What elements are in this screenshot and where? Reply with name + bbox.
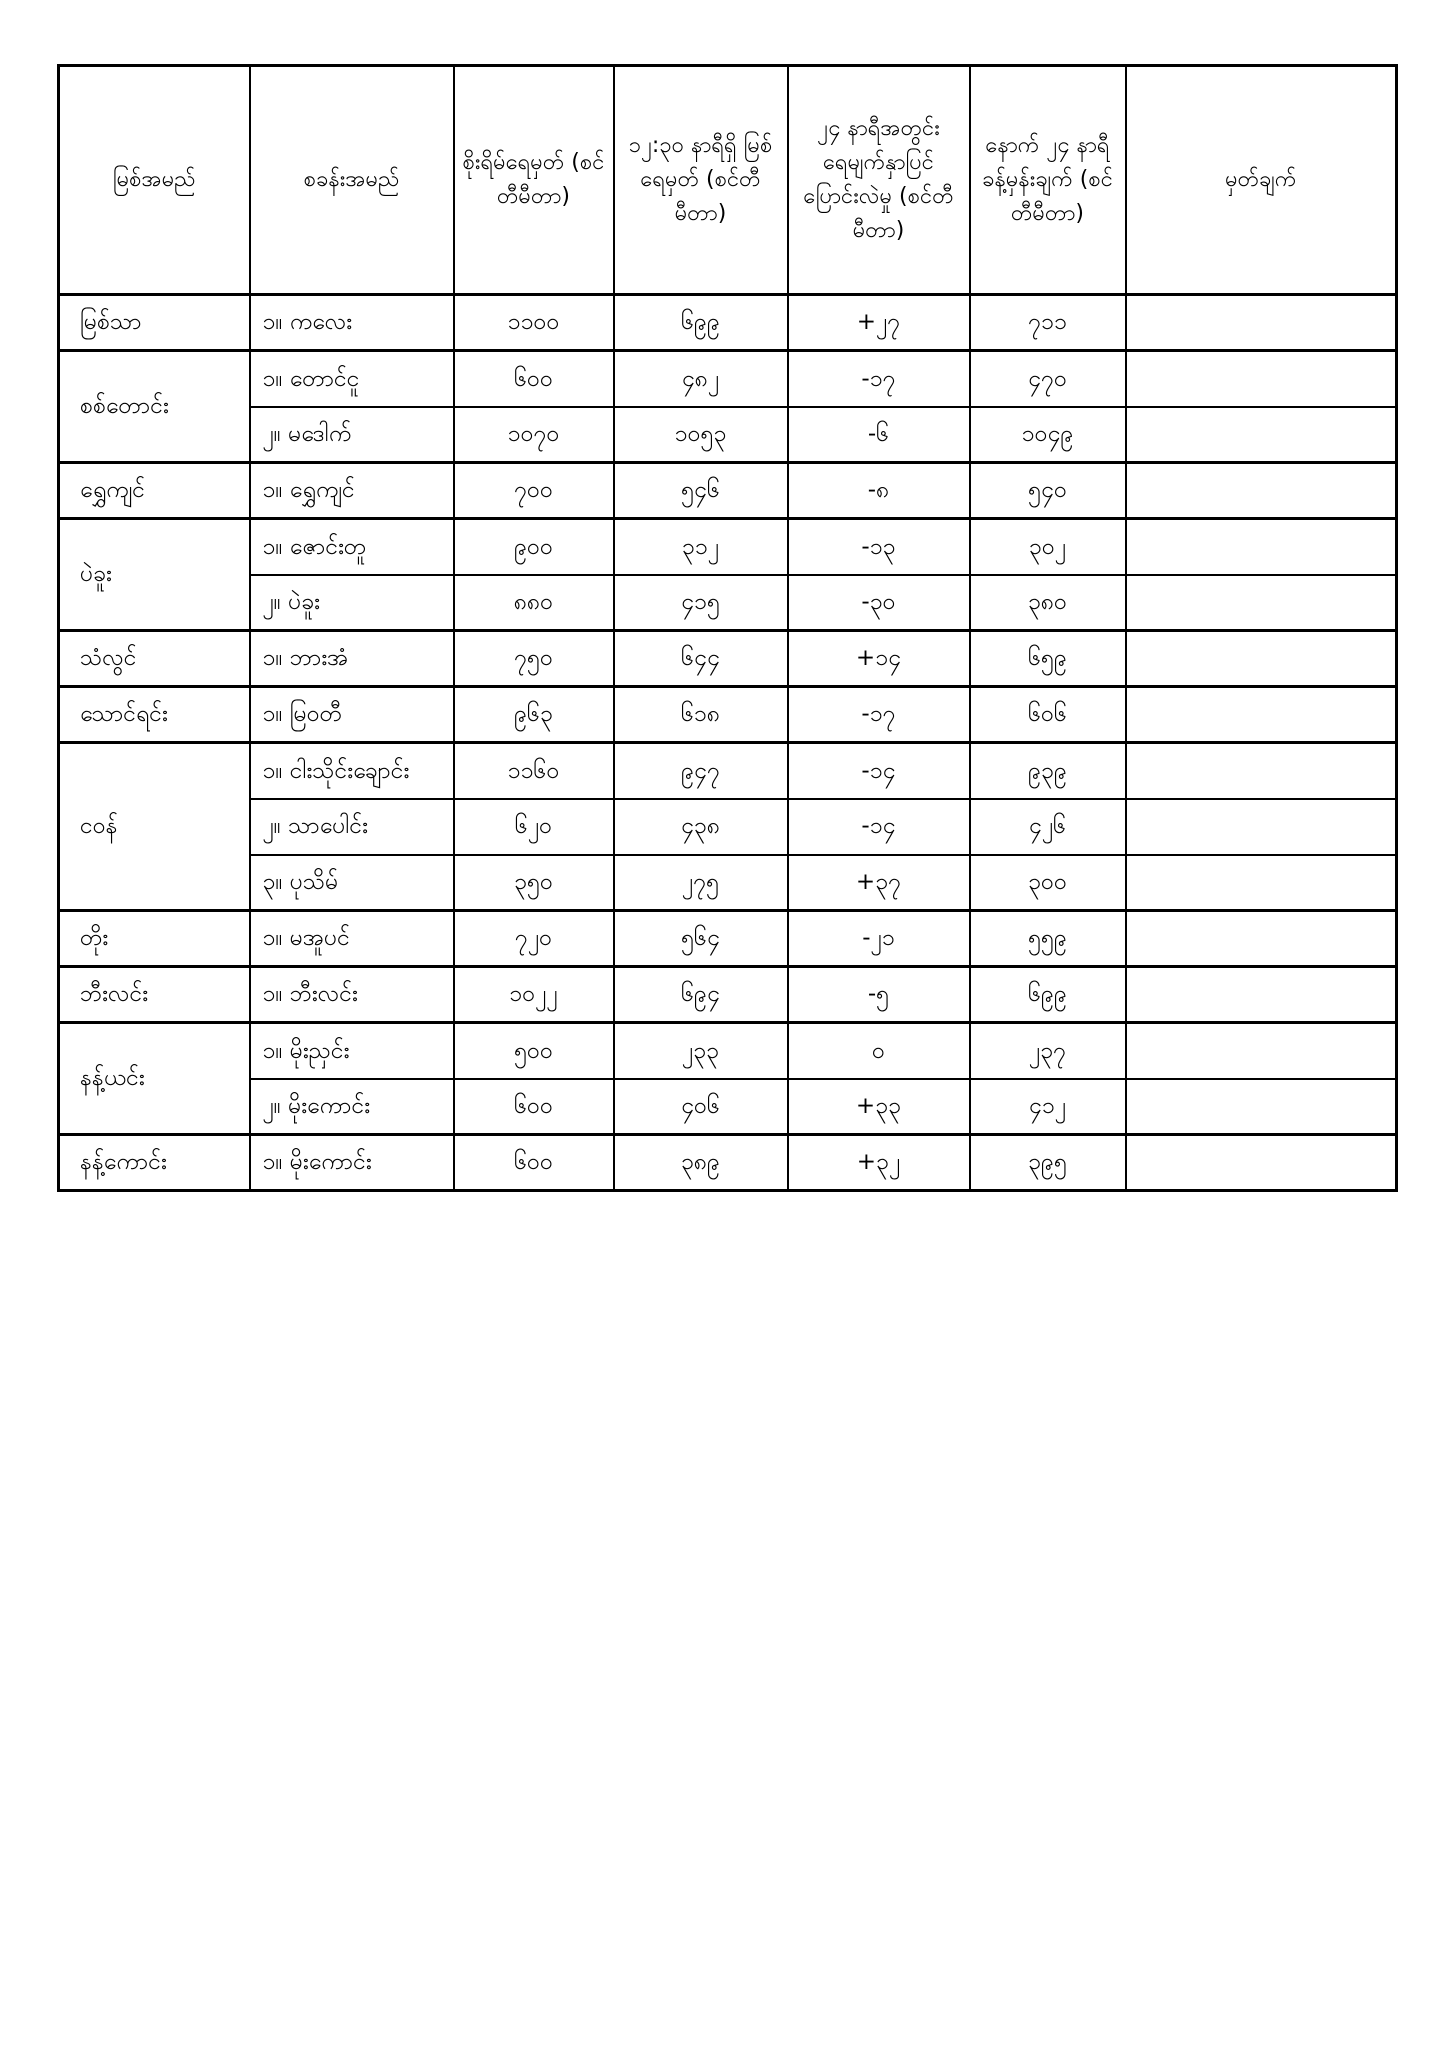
river-name-cell: သောင်ရင်း [59,687,250,743]
danger-level-cell: ၇၅၀ [454,631,614,687]
current-level-cell: ၃၁၂ [614,519,788,575]
river-group [59,351,1397,463]
current-level-cell: ၄၁၅ [614,575,788,631]
river-name-cell: ပဲခူး [59,519,250,631]
table-row [59,911,1397,967]
change-cell: +၃၂ [788,1135,970,1191]
remark-cell [1126,1023,1397,1079]
table-row [59,407,1397,463]
change-cell: ၀ [788,1023,970,1079]
river-group [59,743,1397,911]
station-name-cell: ၁။ မြဝတီ [250,687,454,743]
station-name-cell: ၁။ ဘီးလင်း [250,967,454,1023]
current-level-cell: ၄၈၂ [614,351,788,407]
table-row [59,855,1397,911]
table-row [59,519,1397,575]
change-cell: +၃၇ [788,855,970,911]
change-cell: -၈ [788,463,970,519]
danger-level-cell: ၇၀၀ [454,463,614,519]
river-group [59,911,1397,967]
forecast-cell: ၄၂၆ [970,799,1126,855]
remark-cell [1126,687,1397,743]
table-row [59,351,1397,407]
danger-level-cell: ၁၁၆၀ [454,743,614,799]
danger-level-cell: ၁၀၂၂ [454,967,614,1023]
table-row [59,687,1397,743]
river-name-cell: မြစ်သာ [59,295,250,351]
station-name-cell: ၃။ ပုသိမ် [250,855,454,911]
current-level-cell: ၄၃၈ [614,799,788,855]
forecast-cell: ၉၃၉ [970,743,1126,799]
change-cell: +၂၇ [788,295,970,351]
forecast-cell: ၆၉၉ [970,967,1126,1023]
current-level-cell: ၄၀၆ [614,1079,788,1135]
current-level-cell: ၆၉၄ [614,967,788,1023]
river-name-cell: နန့်ယင်း [59,1023,250,1135]
table-row [59,1135,1397,1191]
station-name-cell: ၁။ မအူပင် [250,911,454,967]
change-cell: -၁၇ [788,351,970,407]
station-name-cell: ၂။ မိုးကောင်း [250,1079,454,1135]
forecast-cell: ၅၅၉ [970,911,1126,967]
table-row [59,463,1397,519]
current-level-cell: ၁၀၅၃ [614,407,788,463]
remark-cell [1126,855,1397,911]
forecast-cell: ၃၀၀ [970,855,1126,911]
table-row [59,1079,1397,1135]
station-name-cell: ၁။ မိုးကောင်း [250,1135,454,1191]
header-current-level: ၁၂:၃၀ နာရီရှိ မြစ်ရေမှတ် (စင်တီမီတာ) [614,66,788,295]
remark-cell [1126,519,1397,575]
current-level-cell: ၆၁၈ [614,687,788,743]
change-cell: -၁၄ [788,799,970,855]
change-cell: +၃၃ [788,1079,970,1135]
station-name-cell: ၁။ ရွှေကျင် [250,463,454,519]
station-name-cell: ၁။ ကလေး [250,295,454,351]
change-cell: -၁၇ [788,687,970,743]
danger-level-cell: ၁၁၀၀ [454,295,614,351]
change-cell: -၃၀ [788,575,970,631]
station-name-cell: ၂။ ပဲခူး [250,575,454,631]
station-name-cell: ၁။ မိုးညှင်း [250,1023,454,1079]
river-group [59,463,1397,519]
table-header [59,66,1397,295]
header-row [59,66,1397,295]
forecast-cell: ၅၄၀ [970,463,1126,519]
remark-cell [1126,743,1397,799]
river-group [59,519,1397,631]
header-river-name: မြစ်အမည် [59,66,250,295]
danger-level-cell: ၇၂၀ [454,911,614,967]
current-level-cell: ၆၉၉ [614,295,788,351]
remark-cell [1126,967,1397,1023]
danger-level-cell: ၅၀၀ [454,1023,614,1079]
change-cell: -၁၄ [788,743,970,799]
river-group [59,1135,1397,1191]
river-name-cell: နန့်ကောင်း [59,1135,250,1191]
current-level-cell: ၅၄၆ [614,463,788,519]
forecast-cell: ၃၈၀ [970,575,1126,631]
remark-cell [1126,1135,1397,1191]
forecast-cell: ၆၀၆ [970,687,1126,743]
change-cell: -၂၁ [788,911,970,967]
table-row [59,799,1397,855]
current-level-cell: ၂၃၃ [614,1023,788,1079]
forecast-cell: ၂၃၇ [970,1023,1126,1079]
station-name-cell: ၁။ တောင်ငူ [250,351,454,407]
river-water-level-table [57,64,1398,1192]
current-level-cell: ၅၆၄ [614,911,788,967]
river-name-cell: စစ်တောင်း [59,351,250,463]
change-cell: -၆ [788,407,970,463]
danger-level-cell: ၆၂၀ [454,799,614,855]
river-group [59,687,1397,743]
river-name-cell: ငဝန် [59,743,250,911]
forecast-cell: ၃၉၅ [970,1135,1126,1191]
change-cell: -၅ [788,967,970,1023]
current-level-cell: ၂၇၅ [614,855,788,911]
remark-cell [1126,631,1397,687]
river-group [59,1023,1397,1135]
river-name-cell: ရွှေကျင် [59,463,250,519]
remark-cell [1126,463,1397,519]
danger-level-cell: ၆၀၀ [454,351,614,407]
forecast-cell: ၄၁၂ [970,1079,1126,1135]
station-name-cell: ၁။ ငါးသိုင်းချောင်း [250,743,454,799]
station-name-cell: ၁။ ဘားအံ [250,631,454,687]
danger-level-cell: ၁၀၇၀ [454,407,614,463]
danger-level-cell: ၆၀၀ [454,1079,614,1135]
station-name-cell: ၂။ မဒေါက် [250,407,454,463]
danger-level-cell: ၈၈၀ [454,575,614,631]
header-24h-forecast: နောက် ၂၄ နာရီ ခန့်မှန်းချက် (စင်တီမီတာ) [970,66,1126,295]
current-level-cell: ၉၄၇ [614,743,788,799]
table-row [59,295,1397,351]
river-group [59,631,1397,687]
remark-cell [1126,1079,1397,1135]
header-danger-level: စိုးရိမ်ရေမှတ် (စင်တီမီတာ) [454,66,614,295]
table-row [59,575,1397,631]
danger-level-cell: ၉၆၃ [454,687,614,743]
danger-level-cell: ၃၅၀ [454,855,614,911]
river-name-cell: သံလွင် [59,631,250,687]
remark-cell [1126,351,1397,407]
table-row [59,1023,1397,1079]
danger-level-cell: ၉၀၀ [454,519,614,575]
river-group [59,967,1397,1023]
danger-level-cell: ၆၀၀ [454,1135,614,1191]
table-row [59,967,1397,1023]
remark-cell [1126,407,1397,463]
table-row [59,631,1397,687]
forecast-cell: ၃၀၂ [970,519,1126,575]
change-cell: -၁၃ [788,519,970,575]
header-station-name: စခန်းအမည် [250,66,454,295]
forecast-cell: ၄၇၀ [970,351,1126,407]
forecast-cell: ၁၀၄၉ [970,407,1126,463]
forecast-cell: ၇၁၁ [970,295,1126,351]
station-name-cell: ၁။ ဇောင်းတူ [250,519,454,575]
remark-cell [1126,911,1397,967]
remark-cell [1126,575,1397,631]
change-cell: +၁၄ [788,631,970,687]
forecast-cell: ၆၅၉ [970,631,1126,687]
header-24h-change: ၂၄ နာရီအတွင်း ရေမျက်နှာပြင် ပြောင်းလဲမှု (စင်တီမီတာ) [788,66,970,295]
current-level-cell: ၆၄၄ [614,631,788,687]
river-group [59,295,1397,351]
remark-cell [1126,799,1397,855]
river-name-cell: တိုး [59,911,250,967]
current-level-cell: ၃၈၉ [614,1135,788,1191]
remark-cell [1126,295,1397,351]
header-remark: မှတ်ချက် [1126,66,1397,295]
river-name-cell: ဘီးလင်း [59,967,250,1023]
table-row [59,743,1397,799]
station-name-cell: ၂။ သာပေါင်း [250,799,454,855]
